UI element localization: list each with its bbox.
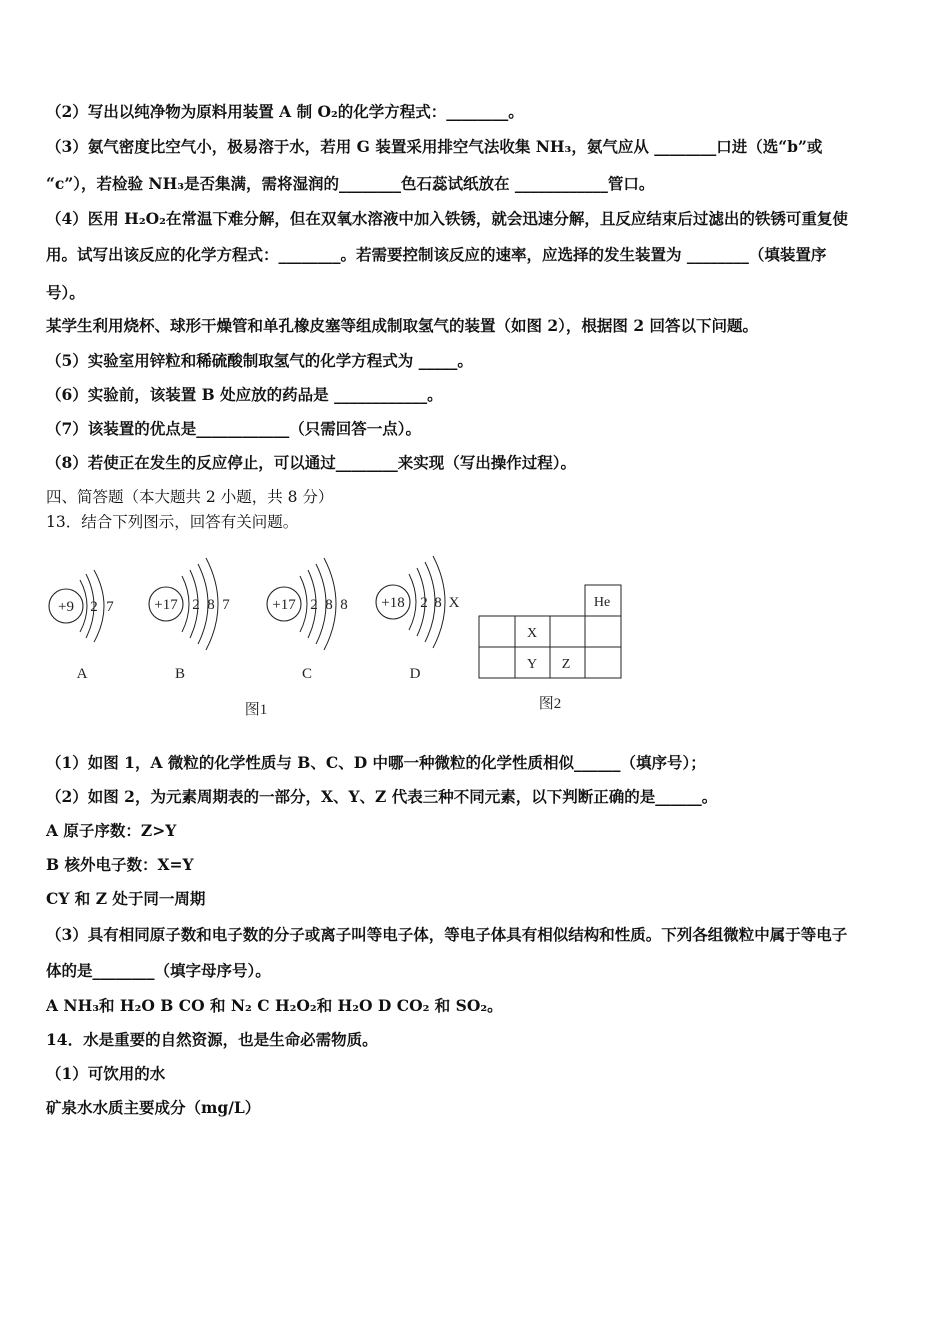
question-12-part-7: （7）该装置的优点是____________（只需回答一点）。	[46, 419, 422, 438]
atom-c-shell-value-2: 8	[325, 597, 333, 613]
cell-r2c4	[585, 616, 621, 647]
cell-he-label: He	[593, 595, 611, 610]
cell-x-label: X	[526, 626, 538, 641]
atom-d-diagram	[376, 556, 460, 682]
question-12-part-4-line-3: 号）。	[46, 283, 85, 302]
atom-c-shell-value-3: 8	[340, 597, 348, 613]
atom-b-shell-value-2: 8	[207, 597, 215, 613]
atom-a-shell-value-1: 2	[90, 599, 98, 615]
atom-c-diagram	[267, 558, 348, 682]
atom-a-diagram	[49, 570, 114, 682]
atom-c-nucleus: +17	[272, 597, 296, 613]
question-12-part-4-line-2: 用。试写出该反应的化学方程式：________。若需要控制该反应的速率，应选择的发生装置为 ________（填装置序	[46, 245, 827, 264]
cell-y-label: Y	[526, 657, 538, 672]
question-13-part-2: （2）如图 2，为元素周期表的一部分，X、Y、Z 代表三种不同元素，以下判断正确的是______。	[46, 787, 718, 806]
atom-b-nucleus: +17	[154, 597, 178, 613]
cell-r3c4	[585, 647, 621, 678]
cell-r2c1	[479, 616, 515, 647]
cell-r2c3	[550, 616, 585, 647]
atom-d-shell-value-3: X	[448, 595, 460, 611]
atom-b-diagram	[149, 558, 230, 682]
question-12-part-2: （2）写出以纯净物为原料用装置 A 制 O₂的化学方程式：________。	[46, 102, 524, 121]
atom-d-shell-value-1: 2	[420, 595, 428, 611]
cell-z-label: Z	[561, 657, 571, 672]
question-12-part-6: （6）实验前，该装置 B 处应放的药品是 ____________。	[46, 385, 443, 404]
option-c: CY 和 Z 处于同一周期	[46, 889, 206, 908]
section-heading: 四、简答题（本大题共 2 小题，共 8 分）	[46, 488, 334, 506]
atom-a-nucleus: +9	[58, 599, 74, 615]
atom-c-label: C	[301, 666, 313, 682]
atom-c-shell-value-1: 2	[310, 597, 318, 613]
question-14-part-1: （1）可饮用的水	[46, 1064, 166, 1083]
atom-d-shell-value-2: 8	[434, 595, 442, 611]
option-b: B 核外电子数：X=Y	[46, 855, 194, 874]
question-12-part-5: （5）实验室用锌粒和稀硫酸制取氢气的化学方程式为 _____。	[46, 351, 473, 370]
atom-b-label: B	[174, 666, 186, 682]
figure-1-caption: 图1	[244, 702, 268, 718]
question-12-part-4-line-1: （4）医用 H₂O₂在常温下难分解，但在双氧水溶液中加入铁锈，就会迅速分解，且反应结束后过滤出的铁锈可重复使	[46, 209, 848, 228]
option-a: A 原子序数：Z>Y	[46, 821, 177, 840]
question-13-part-3-line-2: 体的是________（填字母序号）。	[46, 961, 271, 980]
question-14-stem: 14．水是重要的自然资源，也是生命必需物质。	[46, 1030, 378, 1049]
atom-b-shell-value-1: 2	[192, 597, 200, 613]
question-13-stem: 13．结合下列图示，回答有关问题。	[46, 513, 299, 531]
figure-2-caption: 图2	[538, 696, 562, 712]
cell-r3c1	[479, 647, 515, 678]
question-13-part-1: （1）如图 1，A 微粒的化学性质与 B、C、D 中哪一种微粒的化学性质相似______（填序号）；	[46, 753, 706, 772]
question-13-part-3-line-1: （3）具有相同原子数和电子数的分子或离子叫等电子体，等电子体具有相似结构和性质。下列各组微粒中属于等电子	[46, 925, 848, 944]
figures-svg	[0, 540, 950, 730]
atom-d-nucleus: +18	[381, 595, 405, 611]
question-12-part-8: （8）若使正在发生的反应停止，可以通过________来实现（写出操作过程）。	[46, 453, 577, 472]
atom-a-label: A	[76, 666, 88, 682]
atom-a-shell-value-2: 7	[106, 599, 114, 615]
question-14-table-caption: 矿泉水水质主要成分（mg/L）	[46, 1098, 261, 1117]
figure-2-intro: 某学生利用烧杯、球形干燥管和单孔橡皮塞等组成制取氢气的装置（如图 2），根据图 2 回答以下问题。	[46, 316, 759, 335]
question-13-figures	[0, 540, 950, 730]
atom-b-shell-value-3: 7	[222, 597, 230, 613]
question-12-part-3-line-2: “c”），若检验 NH₃是否集满，需将湿润的________色石蕊试纸放在 ____________管口。	[46, 174, 655, 193]
atom-d-label: D	[409, 666, 421, 682]
question-12-part-3-line-1: （3）氨气密度比空气小，极易溶于水，若用 G 装置采用排空气法收集 NH₃，氨气应从 ________口进（选“b”或	[46, 137, 823, 156]
question-13-part-3-options: A NH₃和 H₂O B CO 和 N₂ C H₂O₂和 H₂O D CO₂ 和 SO₂。	[46, 996, 503, 1015]
